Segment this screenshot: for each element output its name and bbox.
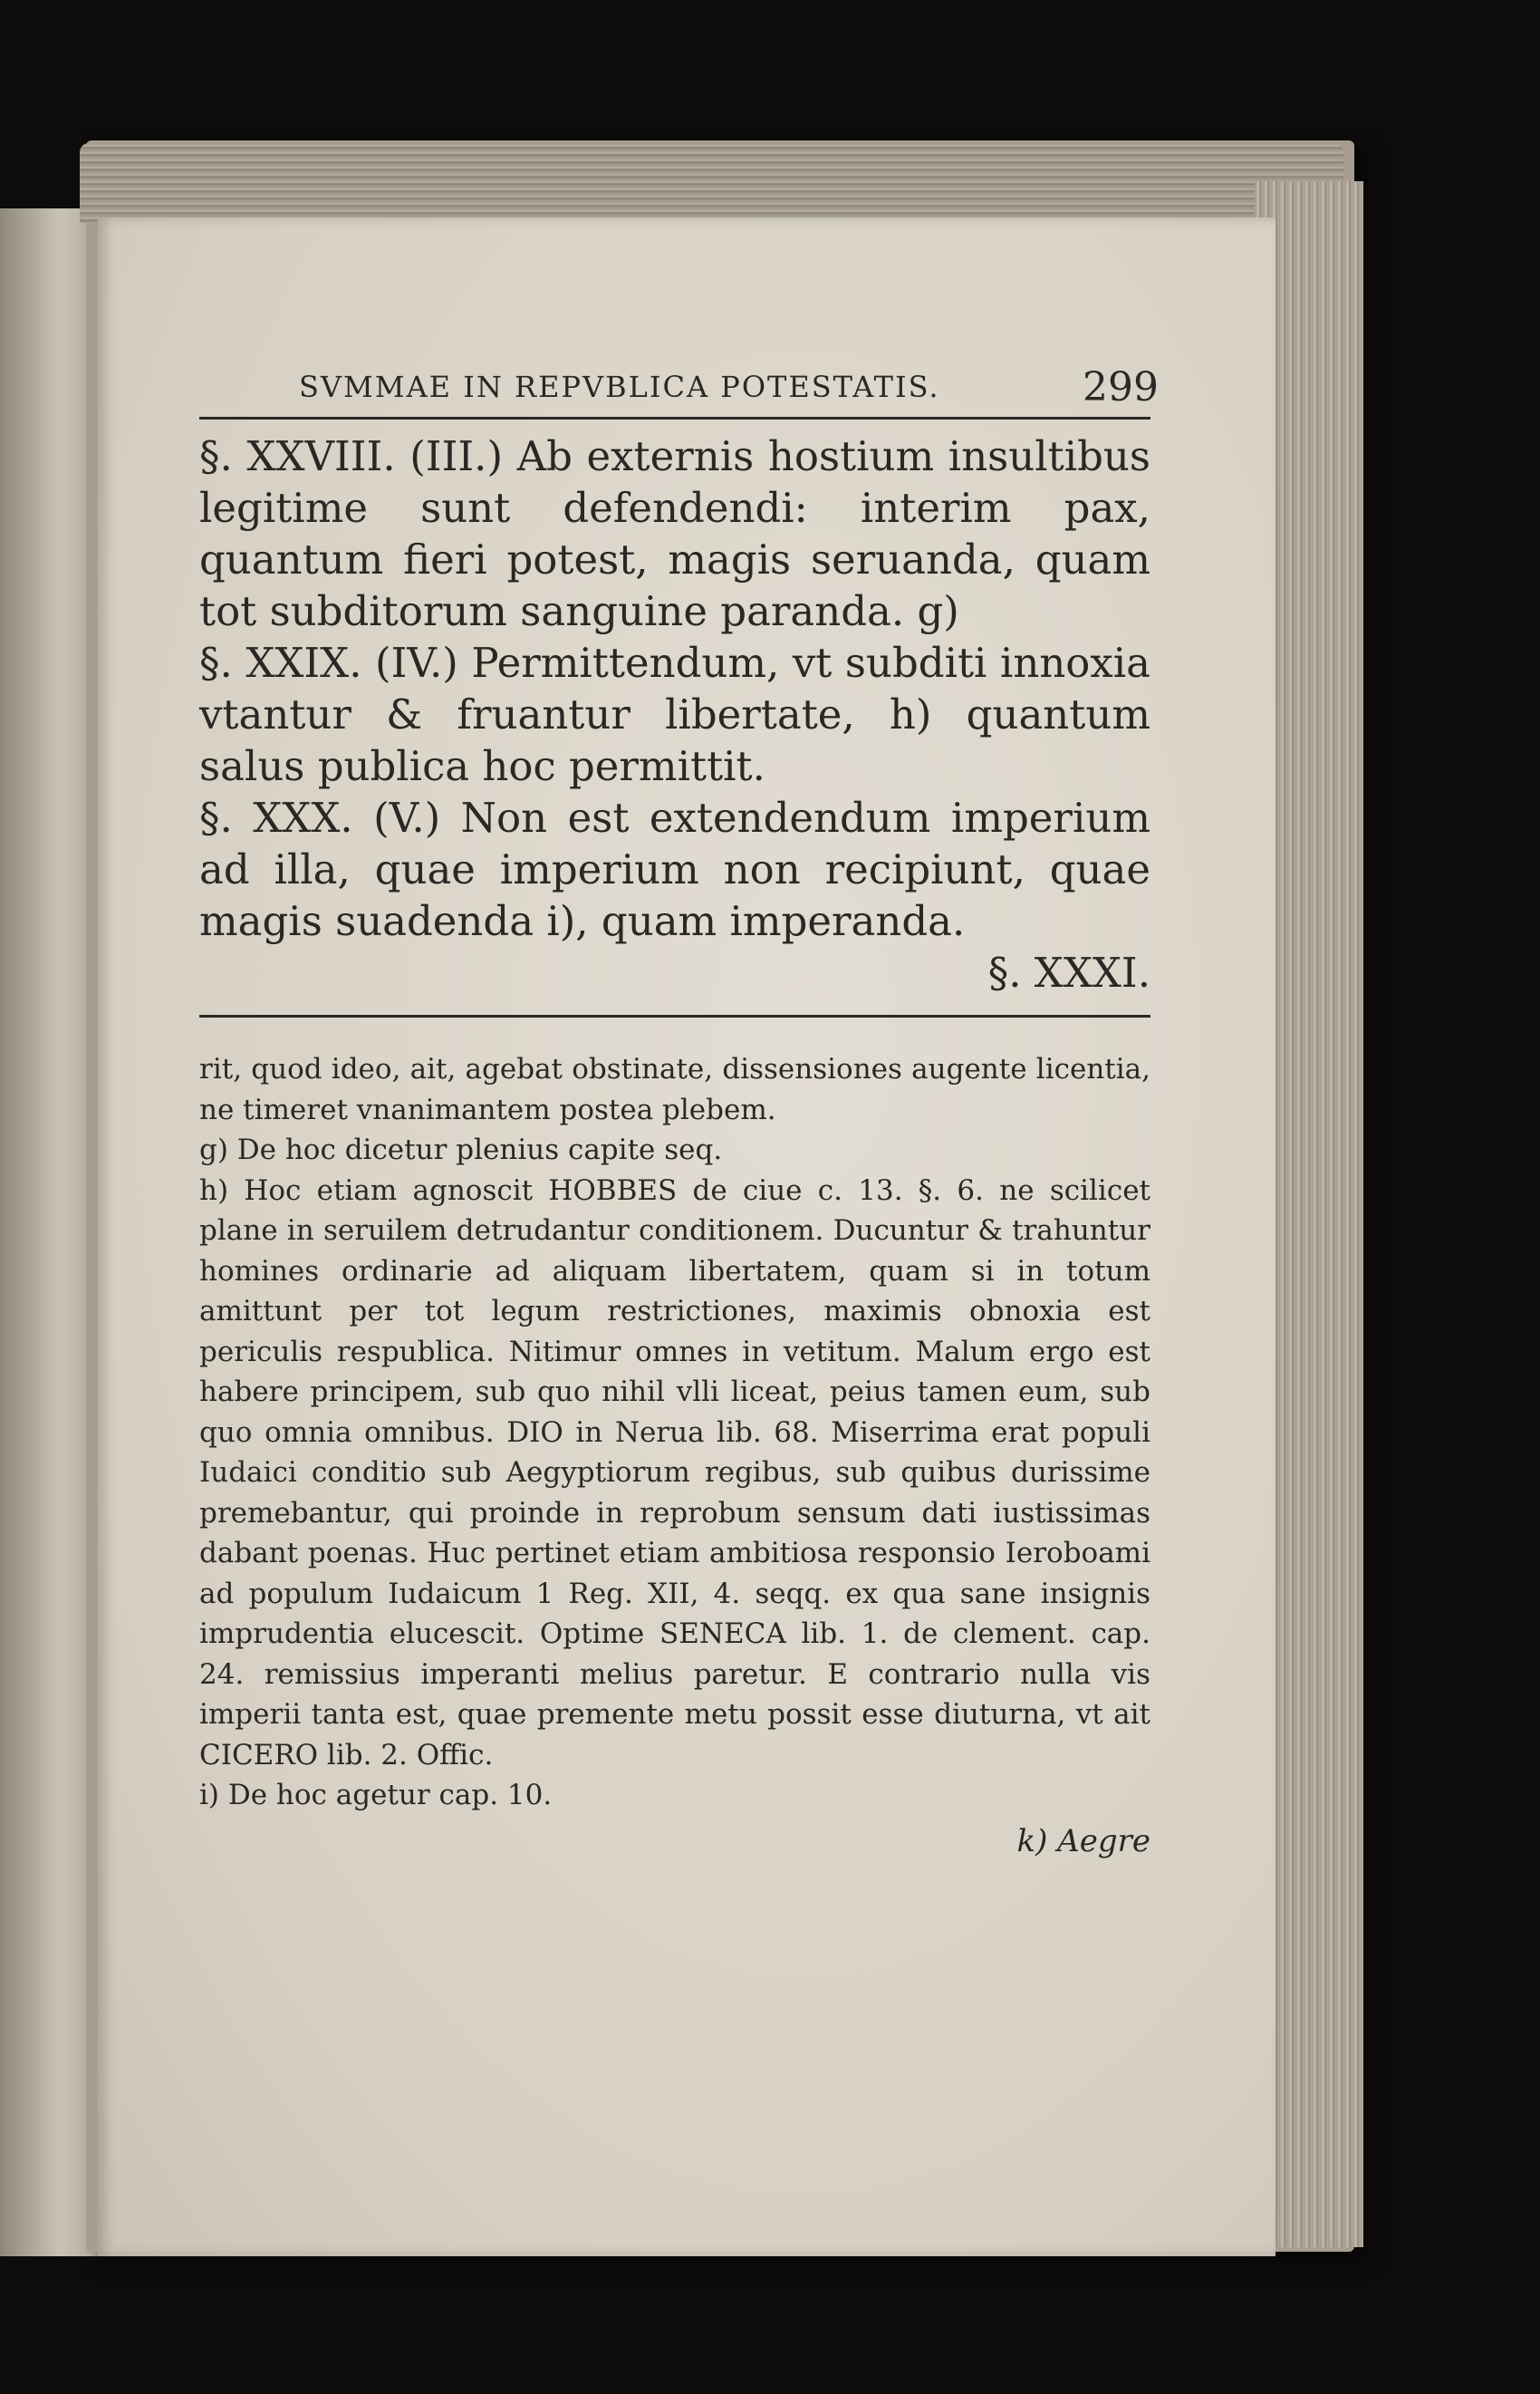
running-head (199, 364, 1159, 424)
catchword: k) Aegre (1016, 1822, 1150, 1859)
footnote-rule (199, 1015, 1150, 1018)
footnotes (199, 1049, 1150, 1861)
footnote-i: i) De hoc agetur cap. 10. (199, 1779, 553, 1811)
footnote-g: g) De hoc dicetur plenius capite seq. (199, 1134, 723, 1166)
paragraph-xxx: §. XXX. (V.) Non est extendendum imperium ad illa, quae imperium non recipiunt, quae magis suadenda i), quam imperanda. (199, 794, 1150, 945)
paragraph-xxix: §. XXIX. (IV.) Permittendum, vt subditi innoxia vtantur & fruantur libertate, h) quantum salus publica hoc permittit. (199, 639, 1150, 790)
running-head-title: SVMMAE IN REPVBLICA POTESTATIS. (299, 370, 940, 404)
page-number: 299 (1083, 364, 1159, 410)
book-page (98, 217, 1275, 2256)
main-text (199, 430, 1150, 999)
paragraph-xxviii: §. XXVIII. (III.) Ab externis hostium insultibus legitime sunt defendendi: interim pax, quantum fieri potest, magis seruanda, quam tot subditorum sanguine paranda. g) (199, 432, 1150, 635)
head-rule (199, 417, 1150, 420)
footnote-h: h) Hoc etiam agnoscit HOBBES de ciue c. 13. §. 6. ne scilicet plane in seruilem detrudantur conditionem. Ducuntur & trahuntur homines ordinarie ad aliquam libertatem, quam si in totum amittunt per tot legum restrictiones, maximis obnoxia est periculis respublica. Nitimur omnes in vetitum. Malum ergo est habere principem, sub quo nihil vlli liceat, peius tamen eum, sub quo omnia omnibus. DIO in Nerua lib. 68. Miserrima erat populi Iudaici conditio sub Aegyptiorum regibus, sub quibus durissime premebantur, qui proinde in reprobum sensum dati iustissimas dabant poenas. Huc pertinet etiam ambitiosa responsio Ieroboami ad populum Iudaicum 1 Reg. XII, 4. seqq. ex qua sane insignis imprudentia elucescit. Optime SENECA lib. 1. de clement. cap. 24. remissius imperanti melius paretur. E contrario nulla vis imperii tanta est, quae premente metu possit esse diuturna, vt ait CICERO lib. 2. Offic. (199, 1173, 1150, 1771)
page-edges-top (80, 143, 1343, 223)
footnote-continuation: rit, quod ideo, ait, agebat obstinate, dissensiones augente licentia, ne timeret vnanimantem postea plebem. (199, 1053, 1150, 1126)
next-section-marker: §. XXXI. (987, 949, 1150, 997)
